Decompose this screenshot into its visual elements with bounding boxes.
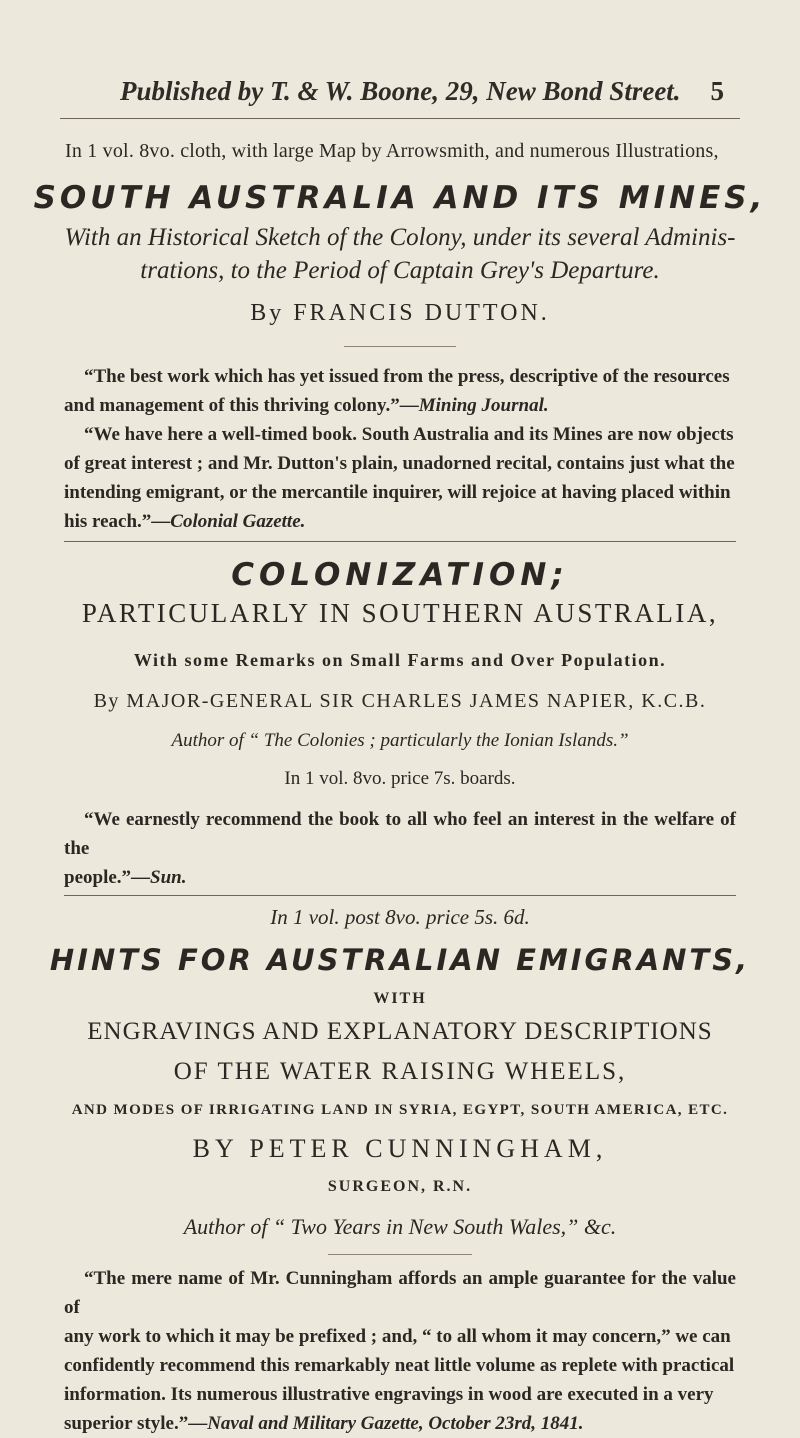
book-subtitle-line-1: With an Historical Sketch of the Colony, under its several Adminis- [64, 224, 736, 251]
review-text: and management of this thriving colony.”— [64, 395, 419, 416]
book-title-line-2: PARTICULARLY IN SOUTHERN AUSTRALIA, [81, 598, 719, 628]
review-text: superior style.”— [64, 1413, 208, 1434]
author-byline: BY PETER CUNNINGHAM, [192, 1134, 608, 1163]
format-line: In 1 vol. post 8vo. price 5s. 6d. [270, 905, 530, 929]
book-title: SOUTH AUSTRALIA AND ITS MINES, [33, 180, 767, 216]
subtitle-line-2: OF THE WATER RAISING WHEELS, [173, 1058, 627, 1085]
review-line: “We have here a well-timed book. South Australia and its Mines are now objects [84, 424, 734, 445]
review-line-with-source [64, 863, 736, 892]
book-subtitle: With some Remarks on Small Farms and Over Population. [133, 650, 667, 670]
running-head [120, 76, 724, 107]
subtitle-line-1: ENGRAVINGS AND EXPLANATORY DESCRIPTIONS [87, 1018, 713, 1045]
review-line: “The mere name of Mr. Cunningham affords an ample guarantee for the value of [64, 1268, 736, 1318]
review-sun [64, 805, 736, 892]
review-naval-military-gazette [64, 1264, 736, 1438]
author-title: SURGEON, R.N. [327, 1178, 473, 1195]
with-label: WITH [373, 990, 427, 1007]
review-line-with-source [64, 1409, 736, 1438]
section-rule [64, 895, 736, 896]
review-colonial-gazette [64, 420, 736, 536]
review-line-with-source [64, 507, 736, 536]
review-source: Sun. [150, 867, 187, 888]
author-byline: By MAJOR-GENERAL SIR CHARLES JAMES NAPIER, K.C.B. [93, 690, 707, 712]
review-source: Mining Journal. [418, 395, 549, 416]
book-title: COLONIZATION; [231, 557, 569, 593]
divider [344, 346, 456, 347]
review-line: any work to which it may be prefixed ; and, “ to all whom it may concern,” we can [64, 1326, 731, 1347]
review-line: information. Its numerous illustrative engravings in wood are executed in a very [64, 1384, 714, 1405]
review-line: confidently recommend this remarkably neat little volume as replete with practical [64, 1355, 735, 1376]
author-byline: By FRANCIS DUTTON. [250, 300, 550, 326]
format-line: In 1 vol. 8vo. price 7s. boards. [284, 768, 516, 789]
publisher-line: Published by T. & W. Boone, 29, New Bond Street. [120, 76, 681, 106]
section-rule [64, 541, 736, 542]
page-number: 5 [710, 76, 724, 106]
review-text: people.”— [64, 867, 151, 888]
author-note: Author of “ Two Years in New South Wales,” &c. [183, 1214, 617, 1239]
book-title: HINTS FOR AUSTRALIAN EMIGRANTS, [49, 943, 751, 977]
review-line: intending emigrant, or the mercantile inquirer, will rejoice at having placed within [64, 482, 731, 503]
review-source: Colonial Gazette. [170, 511, 306, 532]
review-mining-journal [64, 362, 736, 420]
author-note: Author of “ The Colonies ; particularly the Ionian Islands.” [171, 730, 629, 751]
header-rule [60, 118, 740, 119]
book-subtitle-line-2: trations, to the Period of Captain Grey's Departure. [140, 257, 660, 284]
review-line: of great interest ; and Mr. Dutton's plain, unadorned recital, contains just what the [64, 453, 735, 474]
review-line: “We earnestly recommend the book to all who feel an interest in the welfare of the [64, 809, 736, 859]
review-line: “The best work which has yet issued from the press, descriptive of the resources [84, 366, 730, 387]
divider [328, 1254, 472, 1255]
review-text: his reach.”— [64, 511, 171, 532]
review-source: Naval and Military Gazette, October 23rd, 1841. [207, 1413, 584, 1434]
subtitle-line-3: AND MODES OF IRRIGATING LAND IN SYRIA, EGYPT, SOUTH AMERICA, ETC. [71, 1102, 729, 1118]
review-line-with-source [64, 391, 736, 420]
format-line: In 1 vol. 8vo. cloth, with large Map by Arrowsmith, and numerous Illustrations, [65, 140, 719, 162]
